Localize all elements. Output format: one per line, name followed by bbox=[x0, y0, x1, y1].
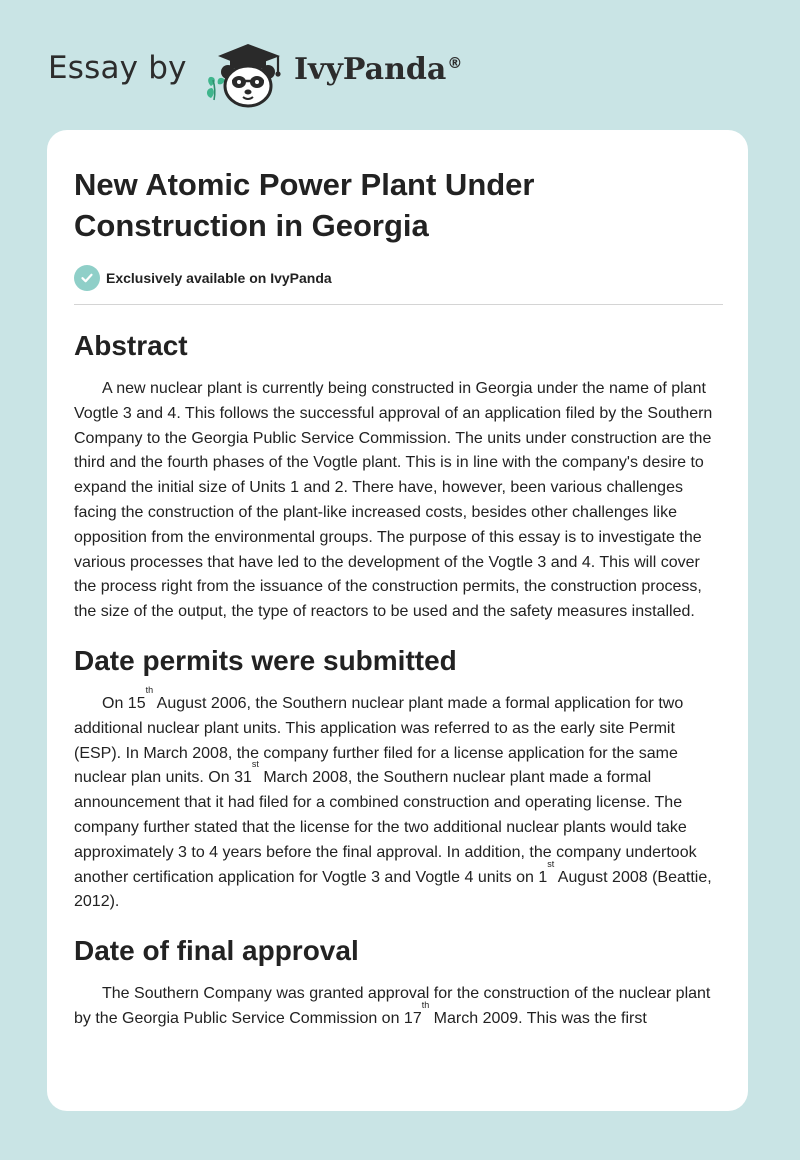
exclusive-badge bbox=[74, 264, 724, 292]
exclusive-label: Exclusively available on IvyPanda bbox=[106, 270, 332, 286]
registered-mark: ® bbox=[447, 54, 463, 72]
check-icon bbox=[74, 265, 100, 291]
divider bbox=[74, 304, 723, 305]
permits-paragraph: On 15th August 2006, the Southern nuclear plant made a formal application for two additional nuclear plant units. This application was referred to as the early site Permit (ESP). In March 2008, the company further filed for a license application for the same nuclear plan units. On 31st March 2008, the Southern nuclear plant made a formal announcement that it had filed for a combined construction and operating license. The company further stated that the license for the two additional nuclear plants would take approximately 3 to 4 years before the final approval. In addition, the company undertook another certification application for Vogtle 3 and Vogtle 4 units on 1st August 2008 (Beattie, 2012). bbox=[74, 684, 712, 911]
approval-paragraph: The Southern Company was granted approval for the construction of the nuclear plant by the Georgia Public Service Commission on 17th March 2009. This was the first bbox=[74, 985, 711, 1027]
brand-prefix: Essay by bbox=[48, 50, 187, 86]
abstract-paragraph: A new nuclear plant is currently being constructed in Georgia under the name of plant Vogtle 3 and 4. This follows the successful approval of an application filed by the Southern Company to the Georgia Public Service Commission. The units under construction are the third and the fourth phases of the Vogtle plant. This is in line with the company's desire to expand the initial size of Units 1 and 2. There have, however, been various challenges facing the construction of the plant-like increased costs, besides other challenges like opposition from the environmental groups. The purpose of this essay is to investigate the various processes that have led to the development of the Vogtle 3 and 4. This will cover the process right from the issuance of the construction permits, the construction process, the size of the output, the type of reactors to be used and the safety measures installed. bbox=[74, 380, 713, 621]
permits-heading: Date permits were submitted bbox=[74, 644, 457, 676]
approval-heading: Date of final approval bbox=[74, 935, 359, 967]
title-line-1: New Atomic Power Plant Under bbox=[74, 167, 535, 202]
abstract-heading: Abstract bbox=[74, 330, 188, 361]
essay-card bbox=[47, 130, 748, 1111]
title-line-2: Construction in Georgia bbox=[74, 208, 429, 243]
essay-content bbox=[74, 164, 724, 1032]
page-title bbox=[74, 164, 724, 246]
brand-name: IvyPanda® bbox=[294, 52, 463, 87]
brand-header bbox=[48, 34, 468, 110]
ivypanda-logo-icon[interactable] bbox=[200, 34, 292, 110]
